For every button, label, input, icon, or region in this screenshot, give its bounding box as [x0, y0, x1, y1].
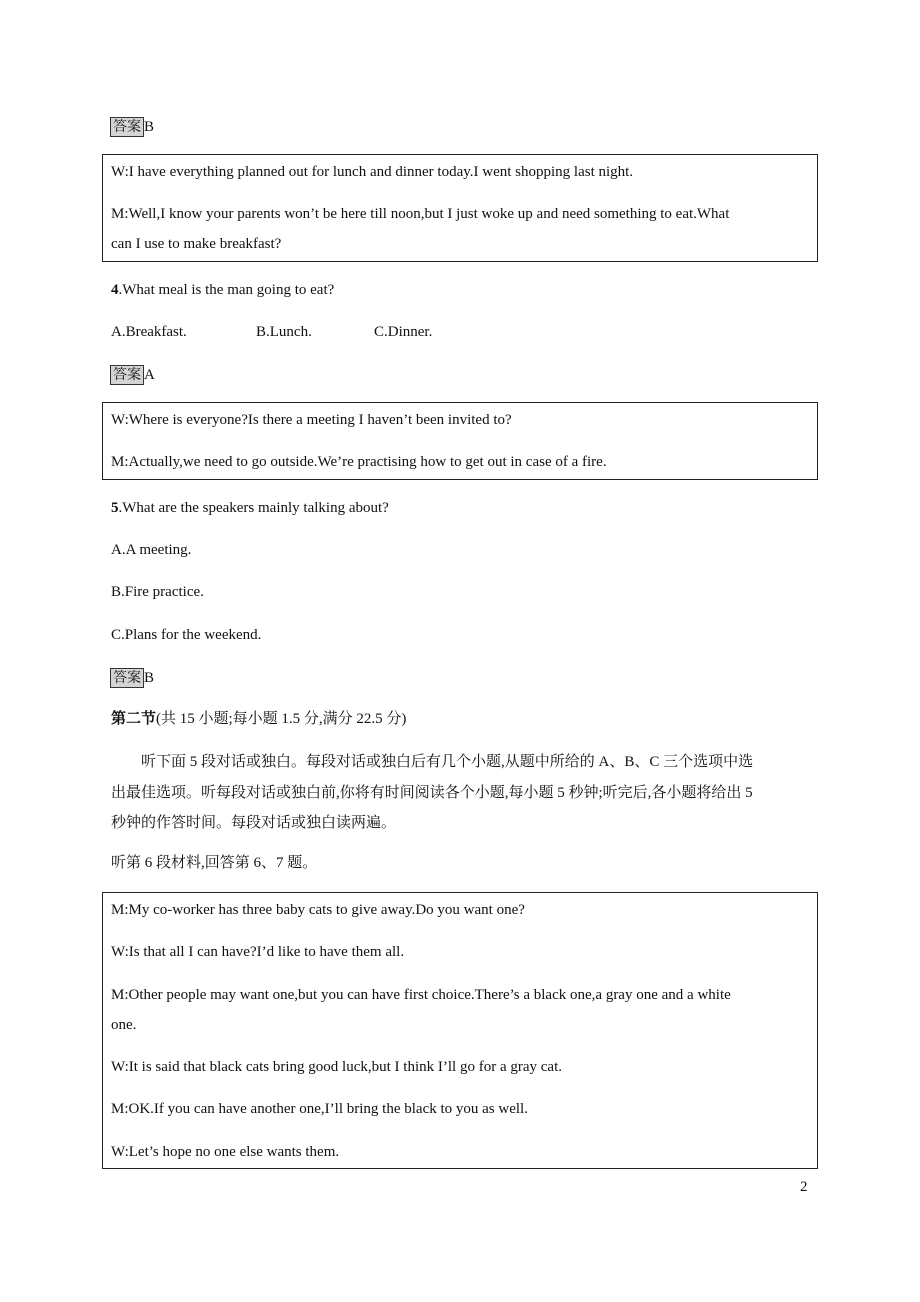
- dialogue-line: M:Other people may want one,but you can have first choice.There’s a black one,a gray one and a white: [111, 987, 731, 1003]
- answer-tag: 答案: [110, 117, 144, 137]
- option-b: B.Lunch.: [256, 324, 312, 340]
- option-c: C.Plans for the weekend.: [111, 627, 262, 643]
- dialogue-line: W:Is that all I can have?I’d like to have them all.: [111, 944, 405, 960]
- instructions-line: 秒钟的作答时间。每段对话或独白读两遍。: [111, 815, 397, 831]
- instructions-line: 听下面 5 段对话或独白。每段对话或独白后有几个小题,从题中所给的 A、B、C 三个选项中选: [141, 754, 754, 770]
- answer-line: [110, 117, 154, 137]
- question-4: 4.What meal is the man going to eat?: [111, 282, 335, 298]
- option-a: A.Breakfast.: [111, 324, 187, 340]
- dialogue-line: W:I have everything planned out for lunch and dinner today.I went shopping last night.: [111, 164, 634, 180]
- answer-line: [110, 365, 155, 385]
- dialogue-line: W:Let’s hope no one else wants them.: [111, 1144, 340, 1160]
- dialogue-line: M:OK.If you can have another one,I’ll bring the black to you as well.: [111, 1101, 528, 1117]
- dialogue-line: M:My co-worker has three baby cats to give away.Do you want one?: [111, 902, 525, 918]
- dialogue-line: M:Actually,we need to go outside.We’re practising how to get out in case of a fire.: [111, 454, 607, 470]
- answer-tag: 答案: [110, 365, 144, 385]
- dialogue-box: [102, 892, 818, 1169]
- dialogue-line: can I use to make breakfast?: [111, 236, 282, 252]
- answer-tag: 答案: [110, 668, 144, 688]
- option-a: A.A meeting.: [111, 542, 192, 558]
- section-heading: 第二节(共 15 小题;每小题 1.5 分,满分 22.5 分): [111, 711, 407, 727]
- instructions-line: 出最佳选项。听每段对话或独白前,你将有时间阅读各个小题,每小题 5 秒钟;听完后,各小题将给出 5: [111, 785, 753, 801]
- dialogue-line: M:Well,I know your parents won’t be here till noon,but I just woke up and need something to eat.What: [111, 206, 730, 222]
- page-number: 2: [800, 1179, 808, 1195]
- material-note: 听第 6 段材料,回答第 6、7 题。: [111, 855, 318, 871]
- answer-value: A: [144, 367, 155, 383]
- dialogue-line: W:It is said that black cats bring good luck,but I think I’ll go for a gray cat.: [111, 1059, 562, 1075]
- answer-line: [110, 668, 154, 688]
- question-5: 5.What are the speakers mainly talking about?: [111, 500, 389, 516]
- option-b: B.Fire practice.: [111, 584, 204, 600]
- answer-value: B: [144, 119, 155, 135]
- dialogue-line: one.: [111, 1017, 137, 1033]
- option-c: C.Dinner.: [374, 324, 433, 340]
- dialogue-line: W:Where is everyone?Is there a meeting I haven’t been invited to?: [111, 412, 512, 428]
- answer-value: B: [144, 670, 155, 686]
